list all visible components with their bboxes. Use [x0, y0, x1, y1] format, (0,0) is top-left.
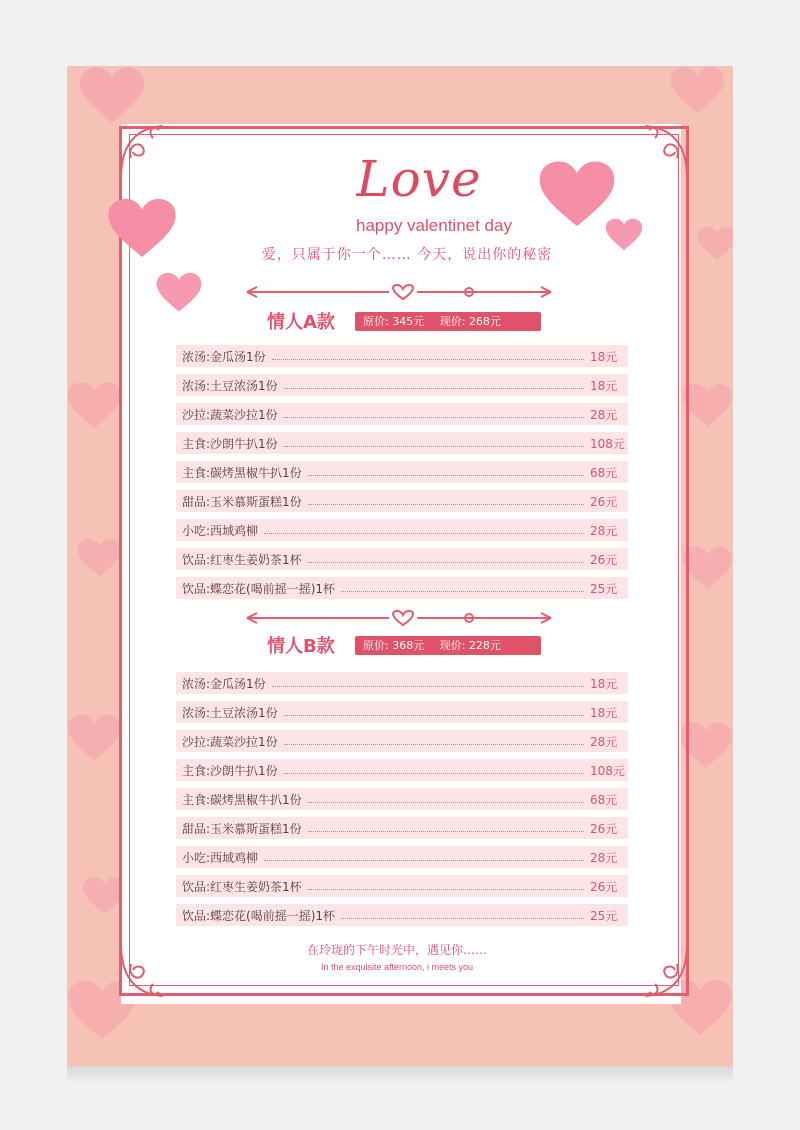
set-b-current-price: 现价: 228元 [439, 639, 501, 652]
dotted-leader [284, 744, 584, 745]
menu-item-name: 浓汤:土豆浓汤1份 [182, 378, 278, 393]
menu-item-price: 26元 [590, 552, 618, 567]
dotted-leader [272, 686, 584, 687]
menu-item-price: 28元 [590, 850, 618, 865]
menu-item-name: 小吃:西域鸡柳 [182, 523, 259, 538]
menu-item-price: 18元 [590, 378, 618, 393]
menu-item-name: 沙拉:蔬菜沙拉1份 [182, 734, 278, 749]
menu-item [176, 875, 628, 897]
menu-item [176, 519, 628, 541]
dotted-leader [341, 918, 584, 919]
dotted-leader [308, 889, 584, 890]
menu-item-price: 18元 [590, 349, 618, 364]
menu-item-price: 68元 [590, 465, 618, 480]
dotted-leader [308, 802, 584, 803]
corner-ornament [113, 934, 183, 1004]
heart-icon [605, 218, 643, 252]
menu-item [176, 759, 628, 781]
menu-item-name: 主食:沙朗牛扒1份 [182, 763, 278, 778]
menu-item-price: 26元 [590, 821, 618, 836]
tagline: 爱，只属于你一个…… 今天，说出你的秘密 [261, 247, 553, 263]
heart-icon [682, 371, 733, 441]
menu-item-price: 18元 [590, 705, 618, 720]
dotted-leader [284, 417, 584, 418]
heart-icon [697, 226, 733, 262]
menu-item [176, 345, 628, 367]
dotted-leader [341, 591, 584, 592]
corner-ornament [113, 118, 183, 188]
heart-icon [77, 536, 122, 581]
menu-item [176, 432, 628, 454]
subtitle: happy valentinet day [356, 216, 512, 235]
dotted-leader [308, 504, 584, 505]
dotted-leader [284, 446, 584, 447]
menu-item-name: 主食:碳烤黑椒牛扒1份 [182, 792, 302, 807]
set-b-price-badge [355, 636, 541, 655]
menu-item-name: 主食:沙朗牛扒1份 [182, 436, 278, 451]
menu-item [176, 730, 628, 752]
menu-item-name: 浓汤:金瓜汤1份 [182, 676, 266, 691]
heart-icon [155, 272, 203, 314]
menu-item-name: 沙拉:蔬菜沙拉1份 [182, 407, 278, 422]
heart-icon [662, 66, 733, 116]
dotted-leader [284, 388, 584, 389]
menu-item-price: 25元 [590, 581, 618, 596]
menu-item-name: 甜品:玉米慕斯蛋糕1份 [182, 494, 302, 509]
menu-item-name: 浓汤:金瓜汤1份 [182, 349, 266, 364]
heart-icon [77, 66, 147, 126]
menu-item-price: 108元 [590, 763, 625, 778]
dotted-leader [272, 359, 584, 360]
dotted-leader [284, 773, 584, 774]
menu-item-price: 68元 [590, 792, 618, 807]
menu-item-price: 108元 [590, 436, 625, 451]
menu-item-price: 28元 [590, 734, 618, 749]
menu-item-name: 饮品:蝶恋花(喝前摇一摇)1杯 [182, 581, 336, 596]
menu-item-name: 浓汤:土豆浓汤1份 [182, 705, 278, 720]
set-b-original-price: 原价: 368元 [363, 639, 425, 652]
menu-item [176, 672, 628, 694]
footer-slogan: 在玲珑的下午时光中，遇见你…… [306, 943, 487, 957]
heart-icon [67, 706, 122, 771]
arrow-divider [239, 282, 559, 302]
menu-item-price: 28元 [590, 523, 618, 538]
heart-icon [107, 196, 177, 262]
menu-item [176, 577, 628, 599]
menu-item [176, 461, 628, 483]
menu-item [176, 904, 628, 926]
menu-item-name: 饮品:蝶恋花(喝前摇一摇)1杯 [182, 908, 336, 923]
menu-item-name: 小吃:西域鸡柳 [182, 850, 259, 865]
menu-item-name: 饮品:红枣生姜奶茶1杯 [182, 879, 302, 894]
set-a-menu [176, 345, 628, 606]
menu-item [176, 490, 628, 512]
dotted-leader [308, 475, 584, 476]
menu-item-name: 甜品:玉米慕斯蛋糕1份 [182, 821, 302, 836]
menu-item [176, 374, 628, 396]
dotted-leader [264, 860, 584, 861]
menu-item-price: 18元 [590, 676, 618, 691]
corner-ornament [625, 118, 695, 188]
corner-ornament [625, 934, 695, 1004]
menu-item-price: 28元 [590, 407, 618, 422]
set-a-name: 情人A款 [267, 312, 335, 333]
menu-poster [67, 66, 733, 1066]
set-a-current-price: 现价: 268元 [439, 315, 501, 328]
menu-item-price: 26元 [590, 494, 618, 509]
heart-icon [682, 541, 733, 596]
menu-item-name: 主食:碳烤黑椒牛扒1份 [182, 465, 302, 480]
arrow-divider [239, 608, 559, 628]
set-a-price-badge [355, 312, 541, 331]
menu-item-name: 饮品:红枣生姜奶茶1杯 [182, 552, 302, 567]
menu-item [176, 846, 628, 868]
menu-item-price: 26元 [590, 879, 618, 894]
set-b-menu [176, 672, 628, 933]
set-a-original-price: 原价: 345元 [363, 315, 425, 328]
love-title: Love [356, 150, 482, 208]
menu-item-price: 25元 [590, 908, 618, 923]
dotted-leader [308, 562, 584, 563]
poster-shadow [67, 1066, 733, 1084]
menu-item [176, 548, 628, 570]
heart-icon [67, 376, 122, 436]
set-b-name: 情人B款 [267, 636, 335, 657]
dotted-leader [264, 533, 584, 534]
dotted-leader [284, 715, 584, 716]
menu-item [176, 701, 628, 723]
menu-item [176, 817, 628, 839]
menu-item [176, 788, 628, 810]
menu-item [176, 403, 628, 425]
dotted-leader [308, 831, 584, 832]
footer-slogan-en: In the exquisite afternoon, i meets you [320, 962, 474, 972]
